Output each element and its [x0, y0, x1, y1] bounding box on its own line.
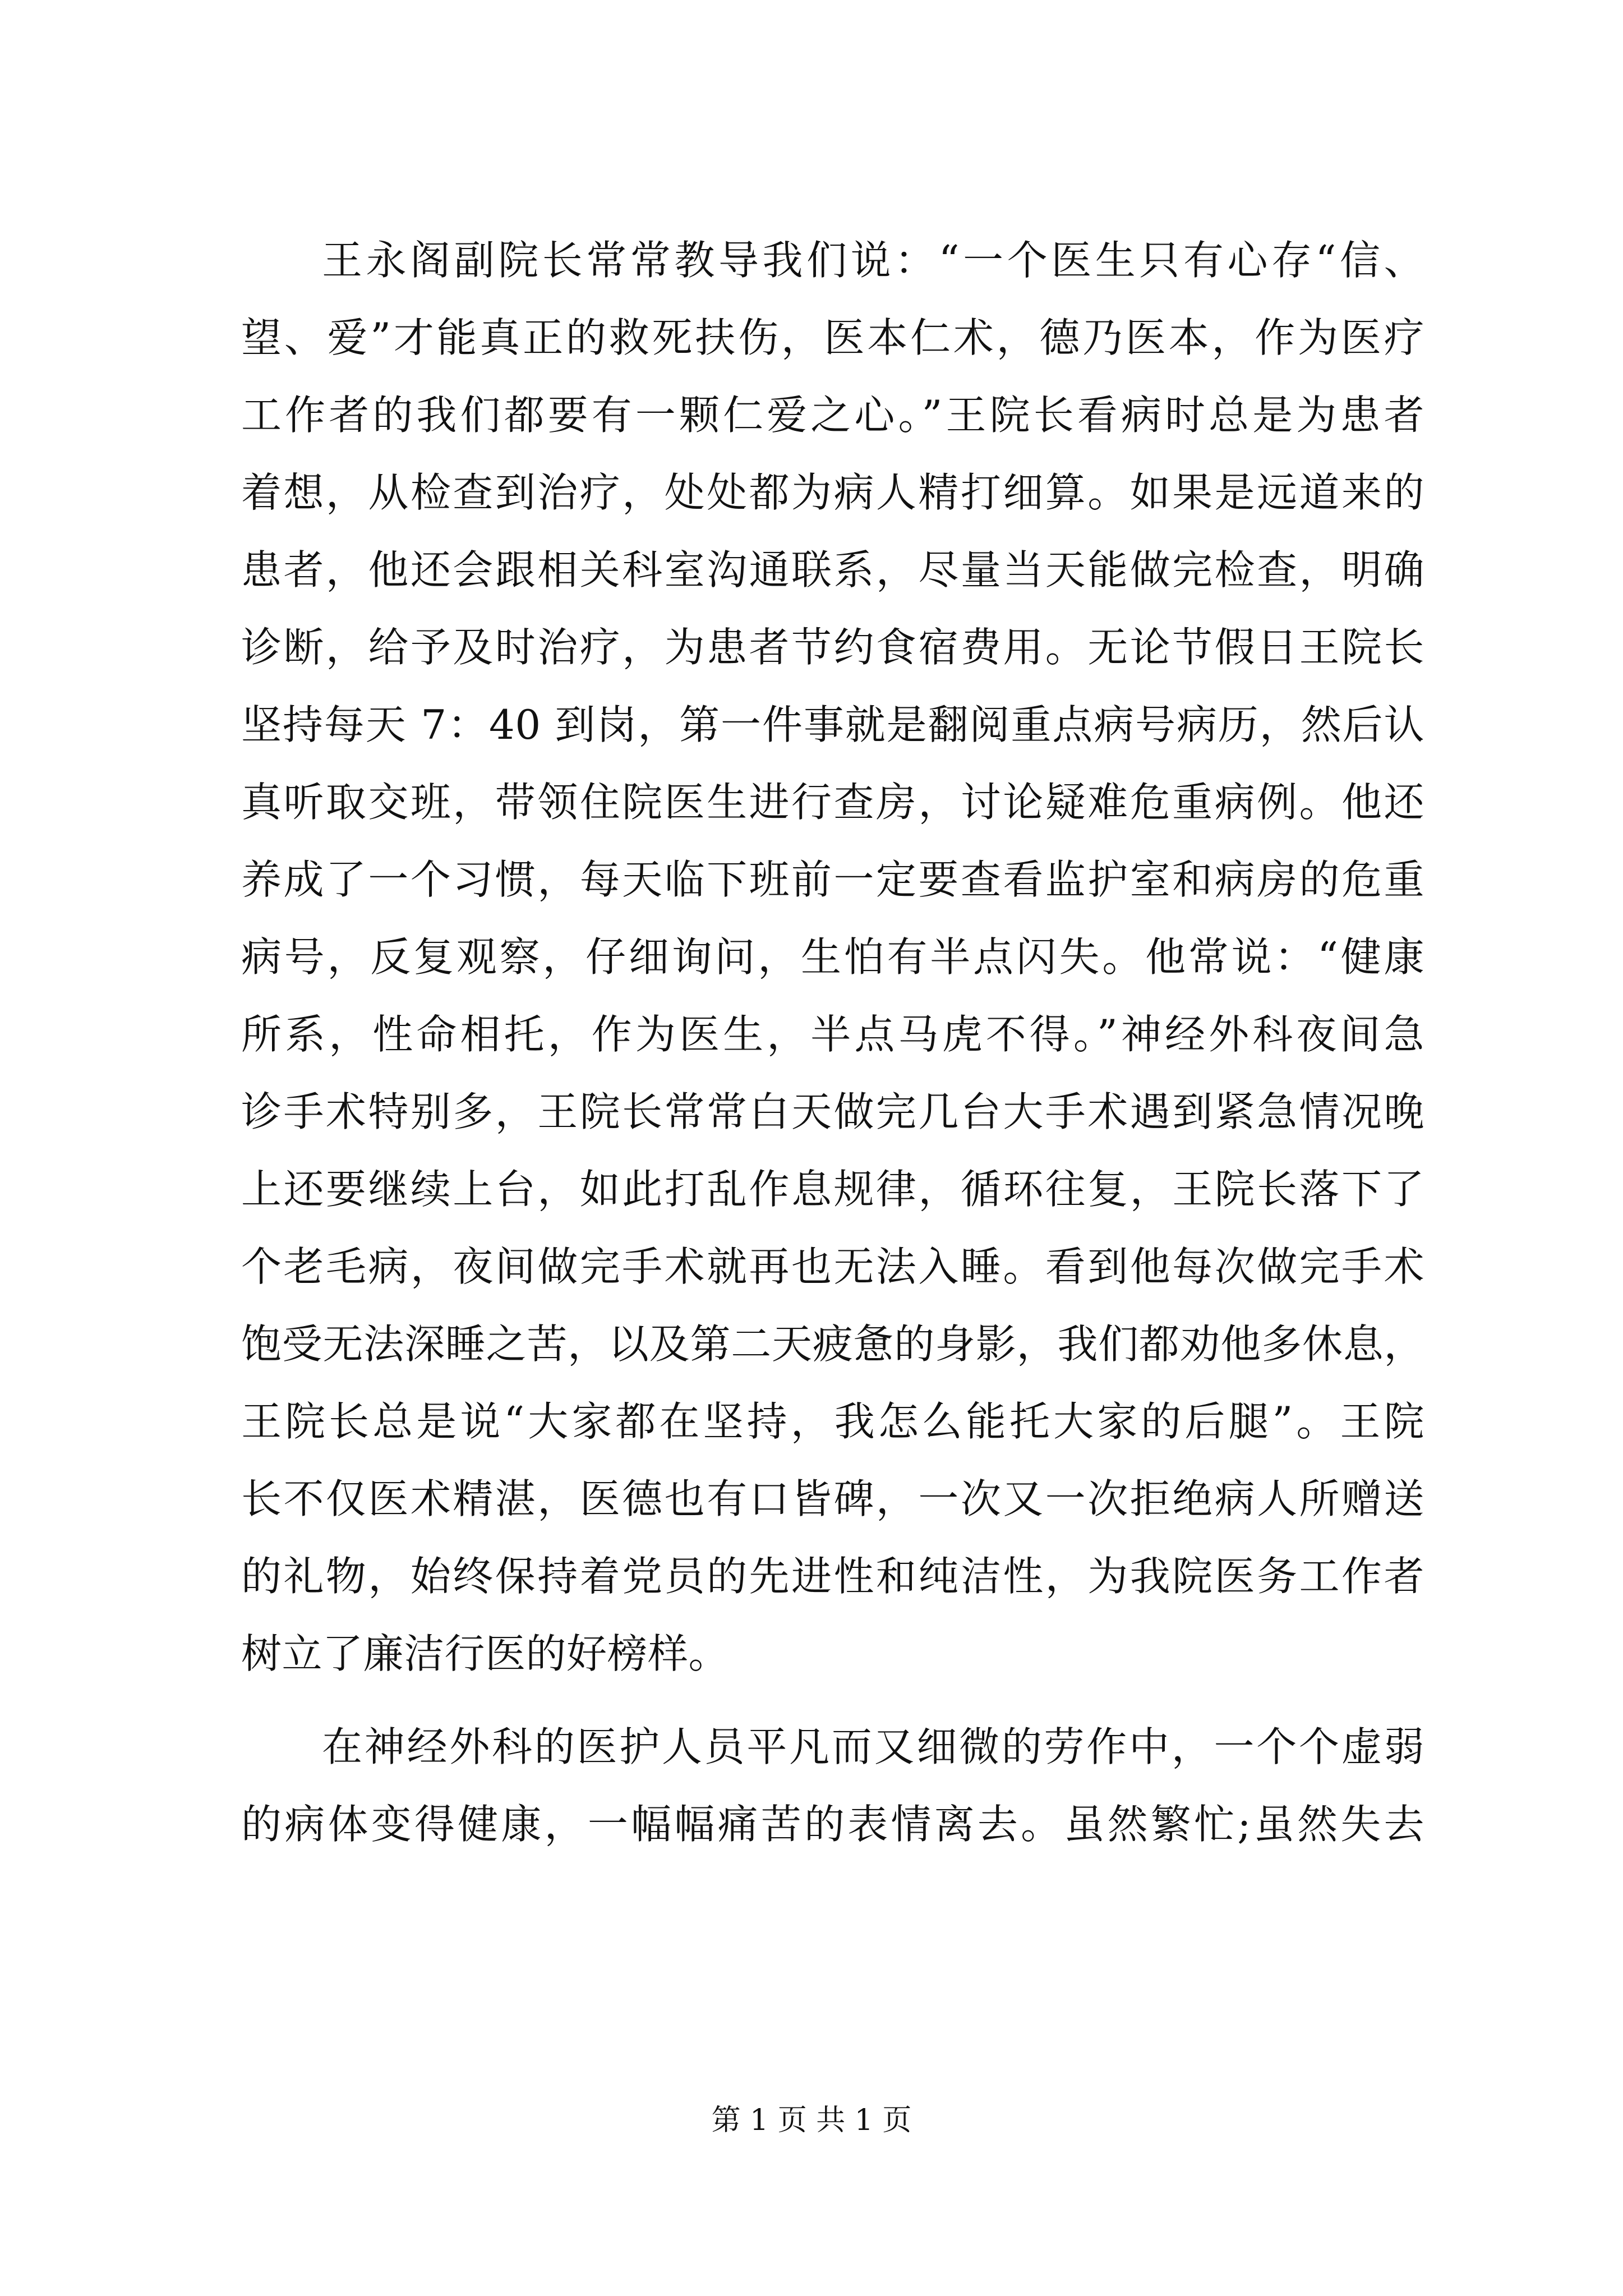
text-line: 诊手术特别多，王院长常常白天做完几台大手术遇到紧急情况晚 — [241, 1088, 1424, 1135]
text-line: 所系，性命相托，作为医生，半点马虎不得。”神经外科夜间急 — [241, 1011, 1424, 1058]
text-line: 饱受无法深睡之苦，以及第二天疲惫的身影，我们都劝他多休息， — [241, 1320, 1424, 1368]
document-body — [241, 222, 1424, 1863]
text-line: 着想，从检查到治疗，处处都为病人精打细算。如果是远道来的 — [241, 469, 1424, 516]
text-line: 诊断，给予及时治疗，为患者节约食宿费用。无论节假日王院长 — [241, 624, 1424, 671]
text-line: 真听取交班，带领住院医生进行查房，讨论疑难危重病例。他还 — [241, 779, 1424, 826]
paragraph — [241, 1708, 1424, 1863]
text-line: 病号，反复观察，仔细询问，生怕有半点闪失。他常说：“健康 — [241, 933, 1424, 981]
text-line: 坚持每天 7：40 到岗，第一件事就是翻阅重点病号病历，然后认 — [241, 701, 1424, 748]
text-line: 望、爱”才能真正的救死扶伤，医本仁术，德乃医本，作为医疗 — [241, 314, 1424, 361]
text-line: 王永阁副院长常常教导我们说：“一个医生只有心存“信、 — [322, 237, 1424, 284]
paragraph — [241, 222, 1424, 1692]
paragraph-spacer — [241, 1692, 1424, 1708]
text-line: 王院长总是说“大家都在坚持，我怎么能托大家的后腿”。王院 — [241, 1398, 1424, 1445]
text-line: 的礼物，始终保持着党员的先进性和纯洁性，为我院医务工作者 — [241, 1553, 1424, 1600]
text-line: 上还要继续上台，如此打乱作息规律，循环往复，王院长落下了 — [241, 1166, 1424, 1213]
text-line: 个老毛病，夜间做完手术就再也无法入睡。看到他每次做完手术 — [241, 1243, 1424, 1290]
page-number-footer: 第 1 页 共 1 页 — [711, 2104, 912, 2137]
text-line: 患者，他还会跟相关科室沟通联系，尽量当天能做完检查，明确 — [241, 546, 1424, 593]
text-line: 在神经外科的医护人员平凡而又细微的劳作中，一个个虚弱 — [322, 1723, 1424, 1770]
text-line: 树立了廉洁行医的好榜样。 — [241, 1630, 730, 1677]
text-line: 长不仅医术精湛，医德也有口皆碑，一次又一次拒绝病人所赠送 — [241, 1475, 1424, 1522]
text-line: 养成了一个习惯，每天临下班前一定要查看监护室和病房的危重 — [241, 856, 1424, 903]
text-line: 的病体变得健康，一幅幅痛苦的表情离去。虽然繁忙;虽然失去 — [241, 1801, 1424, 1848]
text-line: 工作者的我们都要有一颗仁爱之心。”王院长看病时总是为患者 — [241, 392, 1424, 439]
